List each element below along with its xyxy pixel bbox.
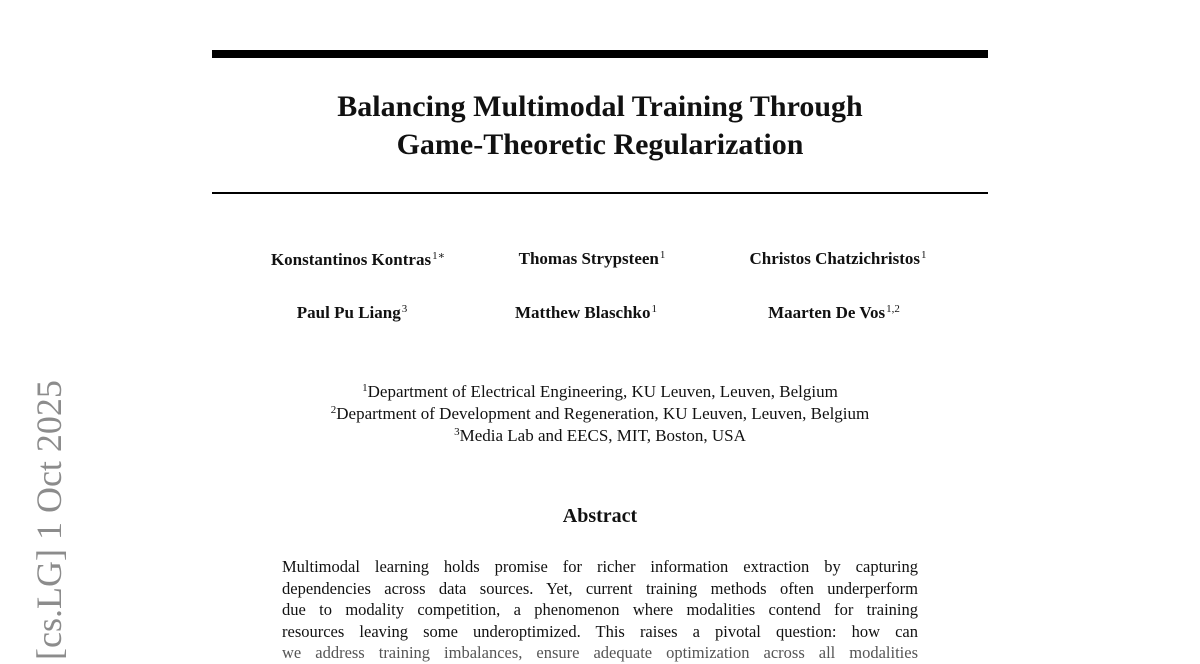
affiliation-mark: 1	[362, 382, 368, 394]
title-line-2: Game-Theoretic Regularization	[396, 128, 804, 161]
author-affiliation-mark: 1	[920, 249, 927, 261]
abstract-line: dependencies across data sources. Yet, current training methods often underperform	[282, 578, 918, 598]
author-5	[515, 303, 657, 323]
author-affiliation-mark: 3	[401, 303, 408, 315]
author-affiliation-mark: 1∗	[432, 250, 446, 262]
affiliation-3	[212, 426, 988, 446]
abstract-line: Multimodal learning holds promise for richer information extraction by capturing	[282, 557, 918, 576]
author-name: Konstantinos Kontras	[270, 250, 432, 269]
author-name: Christos Chatzichristos	[749, 249, 920, 268]
arxiv-sidebar-id: [cs.LG] 1 Oct 2025	[29, 380, 69, 660]
author-4	[297, 303, 407, 323]
affiliation-text: Media Lab and EECS, MIT, Boston, USA	[459, 426, 746, 445]
affiliation-1	[212, 382, 988, 402]
abstract-line: due to modality competition, a phenomenon where modalities contend for training	[282, 600, 918, 619]
author-name: Thomas Strypsteen	[518, 249, 659, 268]
top-rule	[212, 50, 988, 58]
title-line-1: Balancing Multimodal Training Through	[337, 90, 863, 123]
author-affiliation-mark: 1	[651, 303, 658, 315]
affiliation-mark: 3	[454, 426, 460, 438]
abstract-body	[282, 556, 918, 664]
author-1	[271, 249, 445, 270]
affiliation-text: Department of Electrical Engineering, KU Leuven, Leuven, Belgium	[367, 382, 838, 401]
title-rule	[212, 192, 988, 194]
author-6	[768, 303, 900, 323]
abstract-line: we address training imbalances, ensure adequate optimization across all modalities	[282, 643, 918, 662]
abstract-line: resources leaving some underoptimized. This raises a pivotal question: how can	[282, 621, 918, 641]
author-name: Maarten De Vos	[768, 303, 886, 322]
author-affiliation-mark: 1	[659, 249, 666, 261]
author-name: Paul Pu Liang	[296, 303, 401, 322]
author-affiliation-mark: 1,2	[886, 303, 900, 315]
abstract-heading: Abstract	[562, 505, 638, 527]
affiliation-2	[212, 404, 988, 424]
author-name: Matthew Blaschko	[514, 303, 651, 322]
paper-title	[212, 88, 988, 164]
affiliation-mark: 2	[330, 404, 337, 416]
author-2	[519, 249, 666, 269]
author-3	[750, 249, 927, 269]
affiliation-text: Department of Development and Regeneration, KU Leuven, Leuven, Belgium	[336, 404, 870, 423]
